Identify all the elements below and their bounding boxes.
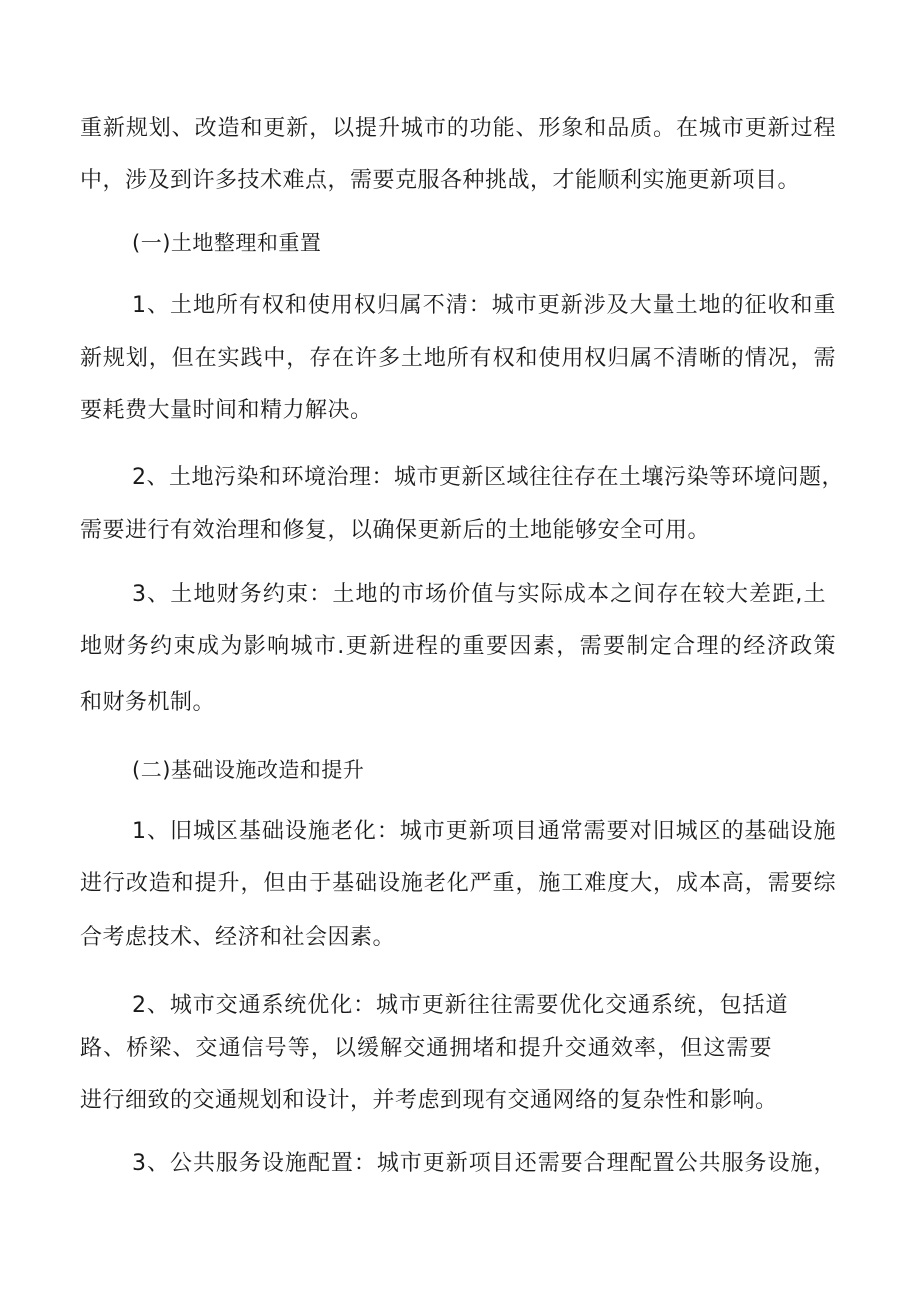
section-2-item-1-line-1: 1、旧城区基础设施老化：城市更新项目通常需要对旧城区的基础设施	[132, 819, 836, 844]
intro-line-2: 中，涉及到许多技术难点，需要克服各种挑战，才能顺利实施更新项目。	[80, 168, 801, 193]
section-2-item-2-line-2: 路、桥梁、交通信号等，以缓解交通拥堵和提升交通效率，但这需要	[80, 1036, 772, 1061]
section-2-item-1-line-2: 进行改造和提升，但由于基础设施老化严重，施工难度大，成本高，需要综	[80, 871, 836, 896]
section-2-heading: (二)基础设施改造和提升	[132, 758, 365, 782]
section-1-heading: (一)土地整理和重置	[132, 231, 322, 255]
section-2-item-2-line-1: 2、城市交通系统优化：城市更新往往需要优化交通系统，包括道	[132, 993, 788, 1018]
section-1-item-3-line-1: 3、土地财务约束：土地的市场价值与实际成本之间存在较大差距,土	[132, 582, 826, 607]
section-1-item-3-line-3: 和财务机制。	[80, 690, 216, 715]
section-1-item-2-line-2: 需要进行有效治理和修复，以确保更新后的土地能够安全可用。	[80, 518, 711, 543]
section-2-item-2-line-3: 进行细致的交通规划和设计，并考虑到现有交通网络的复杂性和影响。	[80, 1088, 778, 1113]
intro-line-1: 重新规划、改造和更新，以提升城市的功能、形象和品质。在城市更新过程	[80, 116, 836, 141]
section-1-item-1-line-1: 1、土地所有权和使用权归属不清：城市更新涉及大量土地的征收和重	[132, 293, 836, 318]
section-2-item-3-line-1: 3、公共服务设施配置：城市更新项目还需要合理配置公共服务设施，	[132, 1151, 836, 1176]
section-1-item-2-line-1: 2、土地污染和环境治理：城市更新区域往往存在土壤污染等环境问题，	[132, 465, 844, 490]
section-1-item-3-line-2: 地财务约束成为影响城市.更新进程的重要因素，需要制定合理的经济政策	[80, 634, 836, 659]
section-1-item-1-line-2: 新规划，但在实践中，存在许多土地所有权和使用权归属不清晰的情况，需	[80, 346, 836, 371]
section-1-item-1-line-3: 要耗费大量时间和精力解决。	[80, 398, 373, 423]
section-2-item-1-line-3: 合考虑技术、经济和社会因素。	[80, 925, 396, 950]
